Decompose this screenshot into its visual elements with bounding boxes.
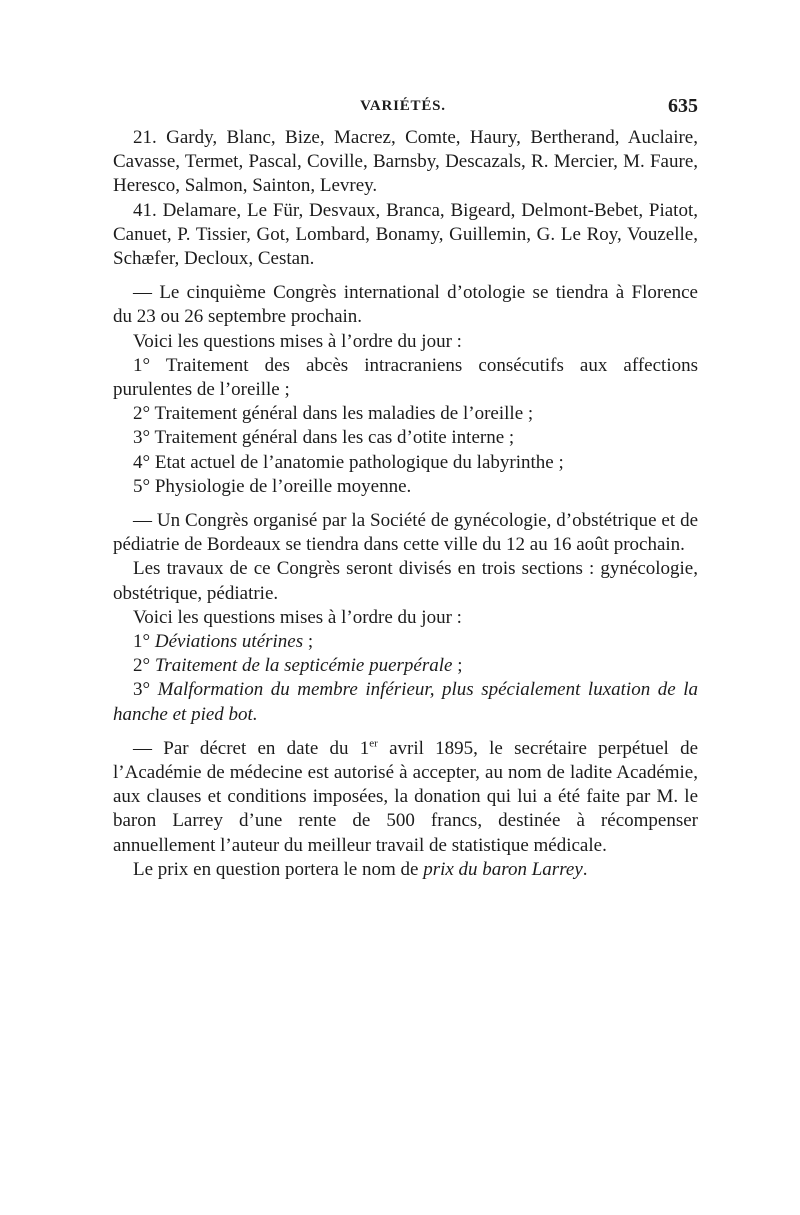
gynecology-question-1-number: 1°: [133, 631, 155, 653]
otology-question-5: 5° Physiologie de l’oreille moyenne.: [133, 475, 412, 497]
decree-ordinal-suffix: er: [369, 737, 378, 750]
decree-text-rest: avril 1895, le secrétaire perpétuel de l’Académie de médecine est autorisé à accepter, au nom de ladite Académie, aux clauses et conditions imposées, la donation qui lui a été faite par M. le baron Larrey d’une rente de 500 francs, destinée à récompenser annuellement l’auteur du meilleur travail de statistique médicale.: [113, 737, 698, 856]
otology-question-3: 3° Traitement général dans les cas d’otite interne ;: [133, 427, 515, 449]
gynecology-question-2-end: ;: [452, 655, 463, 677]
otology-question-2: 2° Traitement général dans les maladies de l’oreille ;: [133, 403, 534, 425]
gynecology-question-2-number: 2°: [133, 655, 155, 677]
gynecology-sections: Les travaux de ce Congrès seront divisés en trois sections : gynécologie, obstétrique, pédiatrie.: [113, 558, 698, 604]
page-body: [113, 126, 698, 882]
page-header: [108, 95, 698, 124]
names-list-21: 21. Gardy, Blanc, Bize, Macrez, Comte, Haury, Bertherand, Auclaire, Cavasse, Termet, Pascal, Coville, Barnsby, Descazals, R. Mercier, M. Faure, Heresco, Salmon, Sainton, Levrey.: [113, 127, 698, 197]
otology-question-4: 4° Etat actuel de l’anatomie pathologique du labyrinthe ;: [133, 451, 564, 473]
prize-paragraph: [113, 858, 698, 882]
gynecology-question-2-title: Traitement de la septicémie puerpérale: [154, 655, 453, 677]
page-number: 635: [668, 95, 698, 117]
gynecology-question-3-number: 3°: [133, 679, 158, 701]
gynecology-agenda-intro: Voici les questions mises à l’ordre du jour :: [133, 606, 462, 628]
otology-question-1: 1° Traitement des abcès intracraniens consécutifs aux affections purulentes de l’oreille ;: [113, 354, 698, 401]
names-list-41: 41. Delamare, Le Für, Desvaux, Branca, Bigeard, Delmont-Bebet, Piatot, Canuet, P. Tissier, Got, Lombard, Bonamy, Guillemin, G. Le Roy, Vouzelle, Schæfer, Decloux, Cestan.: [113, 199, 698, 270]
gynecology-question-1-title: Déviations utérines: [154, 631, 304, 653]
prize-name: prix du baron Larrey: [423, 858, 583, 880]
gynecology-question-3: [113, 678, 698, 726]
gynecology-question-2: [113, 654, 698, 678]
gynecology-question-1-end: ;: [303, 631, 314, 653]
gynecology-question-3-title: Malformation du membre inférieur, plus spécialement luxation de la hanche et pied bot.: [113, 679, 698, 725]
prize-text-start: Le prix en question portera le nom de: [133, 858, 424, 880]
gynecology-congress-paragraph: — Un Congrès organisé par la Société de gynécologie, d’obstétrique et de pédiatrie de Bordeaux se tiendra dans cette ville du 12 au 16 août prochain.: [113, 510, 698, 556]
otology-congress-paragraph: — Le cinquième Congrès international d’otologie se tiendra à Florence du 23 ou 26 septembre prochain.: [113, 282, 698, 328]
otology-agenda-intro: Voici les questions mises à l’ordre du jour :: [133, 330, 462, 352]
gynecology-question-1: [113, 630, 698, 654]
running-title: VARIÉTÉS.: [360, 98, 446, 114]
decree-paragraph: [113, 737, 698, 858]
decree-text-start: — Par décret en date du 1: [133, 737, 370, 759]
prize-text-end: .: [582, 858, 588, 880]
